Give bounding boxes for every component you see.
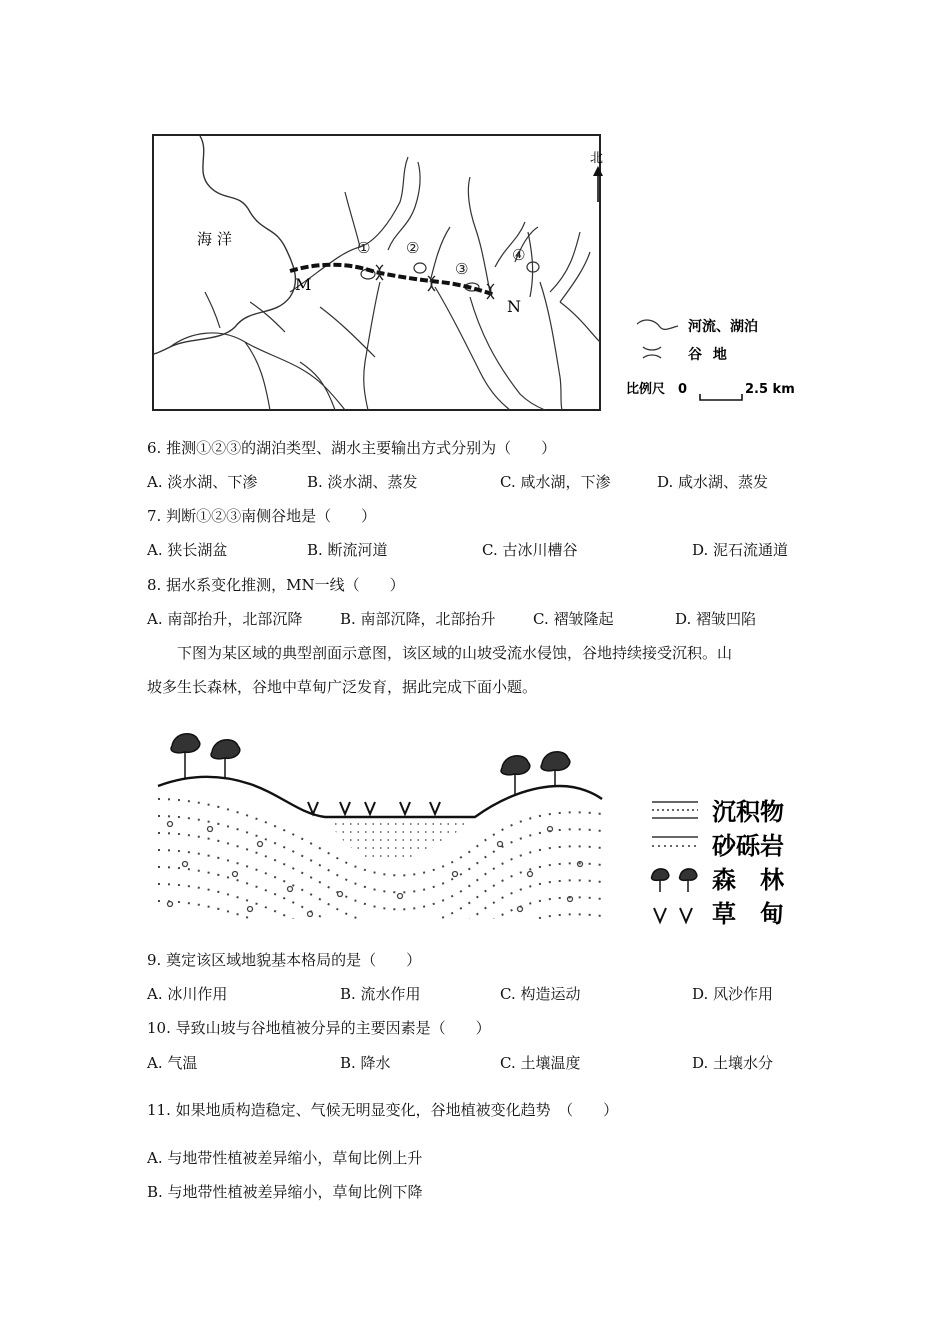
option-6a[interactable]: A. 淡水湖、下渗 xyxy=(147,473,258,491)
cross-section-figure xyxy=(150,724,810,932)
lake-label-4: ④ xyxy=(512,246,526,264)
legend-meadow: 草 甸 xyxy=(712,900,784,928)
option-7b[interactable]: B. 断流河道 xyxy=(307,541,388,559)
option-8b[interactable]: B. 南部沉降，北部抬升 xyxy=(340,610,496,628)
lake-label-1: ① xyxy=(357,239,371,257)
point-m-label: M xyxy=(295,275,312,294)
option-10b[interactable]: B. 降水 xyxy=(340,1054,391,1072)
lake-label-2: ② xyxy=(406,239,420,257)
option-9a[interactable]: A. 冰川作用 xyxy=(147,985,228,1003)
profile-legend xyxy=(652,798,785,928)
option-9d[interactable]: D. 风沙作用 xyxy=(692,985,774,1003)
legend-sediment: 沉积物 xyxy=(712,798,784,826)
point-n-label: N xyxy=(507,297,521,316)
option-10c[interactable]: C. 土壤温度 xyxy=(500,1054,581,1072)
map-legend xyxy=(626,318,795,400)
intro-line-1: 下图为某区域的典型剖面示意图，该区域的山坡受流水侵蚀，谷地持续接受沉积。山 xyxy=(177,644,733,662)
scale-bar xyxy=(700,394,742,400)
question-6-stem: 6. 推测①②③的湖泊类型、湖水主要输出方式分别为（ ） xyxy=(147,439,557,457)
scale-label: 比例尺 xyxy=(626,382,666,397)
legend-conglomerate: 砂砾岩 xyxy=(712,832,784,860)
question-8-stem: 8. 据水系变化推测，MN一线（ ） xyxy=(147,576,405,594)
river-lake-legend-icon xyxy=(637,320,678,329)
option-9c[interactable]: C. 构造运动 xyxy=(500,985,581,1003)
option-7a[interactable]: A. 狭长湖盆 xyxy=(147,541,228,559)
legend-forest: 森 林 xyxy=(712,866,784,894)
north-label: 北 xyxy=(590,151,604,166)
scale-value: 2.5 km xyxy=(745,382,795,397)
option-8c[interactable]: C. 褶皱隆起 xyxy=(533,610,614,628)
question-10-stem: 10. 导致山坡与谷地植被分异的主要因素是（ ） xyxy=(147,1019,491,1037)
question-9-stem: 9. 奠定该区域地貌基本格局的是（ ） xyxy=(147,951,422,969)
sediment-legend-icon xyxy=(652,802,698,818)
option-11b[interactable]: B. 与地带性植被差异缩小，草甸比例下降 xyxy=(147,1183,423,1201)
intro-line-2: 坡多生长森林，谷地中草甸广泛发育，据此完成下面小题。 xyxy=(147,678,538,696)
meadow-grass xyxy=(308,802,440,814)
option-8d[interactable]: D. 褶皱凹陷 xyxy=(675,610,757,628)
option-11a[interactable]: A. 与地带性植被差异缩小，草甸比例上升 xyxy=(147,1149,423,1167)
legend-river-label: 河流、湖泊 xyxy=(688,319,758,335)
option-10a[interactable]: A. 气温 xyxy=(147,1054,198,1072)
question-11-stem: 11. 如果地质构造稳定、气候无明显变化，谷地植被变化趋势 （ ） xyxy=(147,1101,619,1119)
river-map-figure xyxy=(150,132,810,414)
option-10d[interactable]: D. 土壤水分 xyxy=(692,1054,774,1072)
meadow-legend-icon xyxy=(654,908,692,922)
valley-legend-icon xyxy=(643,347,661,358)
option-8a[interactable]: A. 南部抬升，北部沉降 xyxy=(147,610,303,628)
option-7d[interactable]: D. 泥石流通道 xyxy=(692,541,789,559)
forest-legend-icon xyxy=(652,869,697,892)
option-6b[interactable]: B. 淡水湖、蒸发 xyxy=(307,473,418,491)
option-9b[interactable]: B. 流水作用 xyxy=(340,985,421,1003)
question-7-stem: 7. 判断①②③南侧谷地是（ ） xyxy=(147,507,377,525)
lake-label-3: ③ xyxy=(455,260,469,278)
scale-zero: 0 xyxy=(678,382,688,397)
option-7c[interactable]: C. 古冰川槽谷 xyxy=(482,541,578,559)
sea-label: 海洋 xyxy=(197,230,238,248)
legend-valley-label: 谷 地 xyxy=(688,347,730,363)
intro-paragraph xyxy=(147,636,807,704)
conglomerate-legend-icon xyxy=(652,837,698,846)
option-6c[interactable]: C. 咸水湖，下渗 xyxy=(500,473,611,491)
option-6d[interactable]: D. 咸水湖、蒸发 xyxy=(657,473,769,491)
